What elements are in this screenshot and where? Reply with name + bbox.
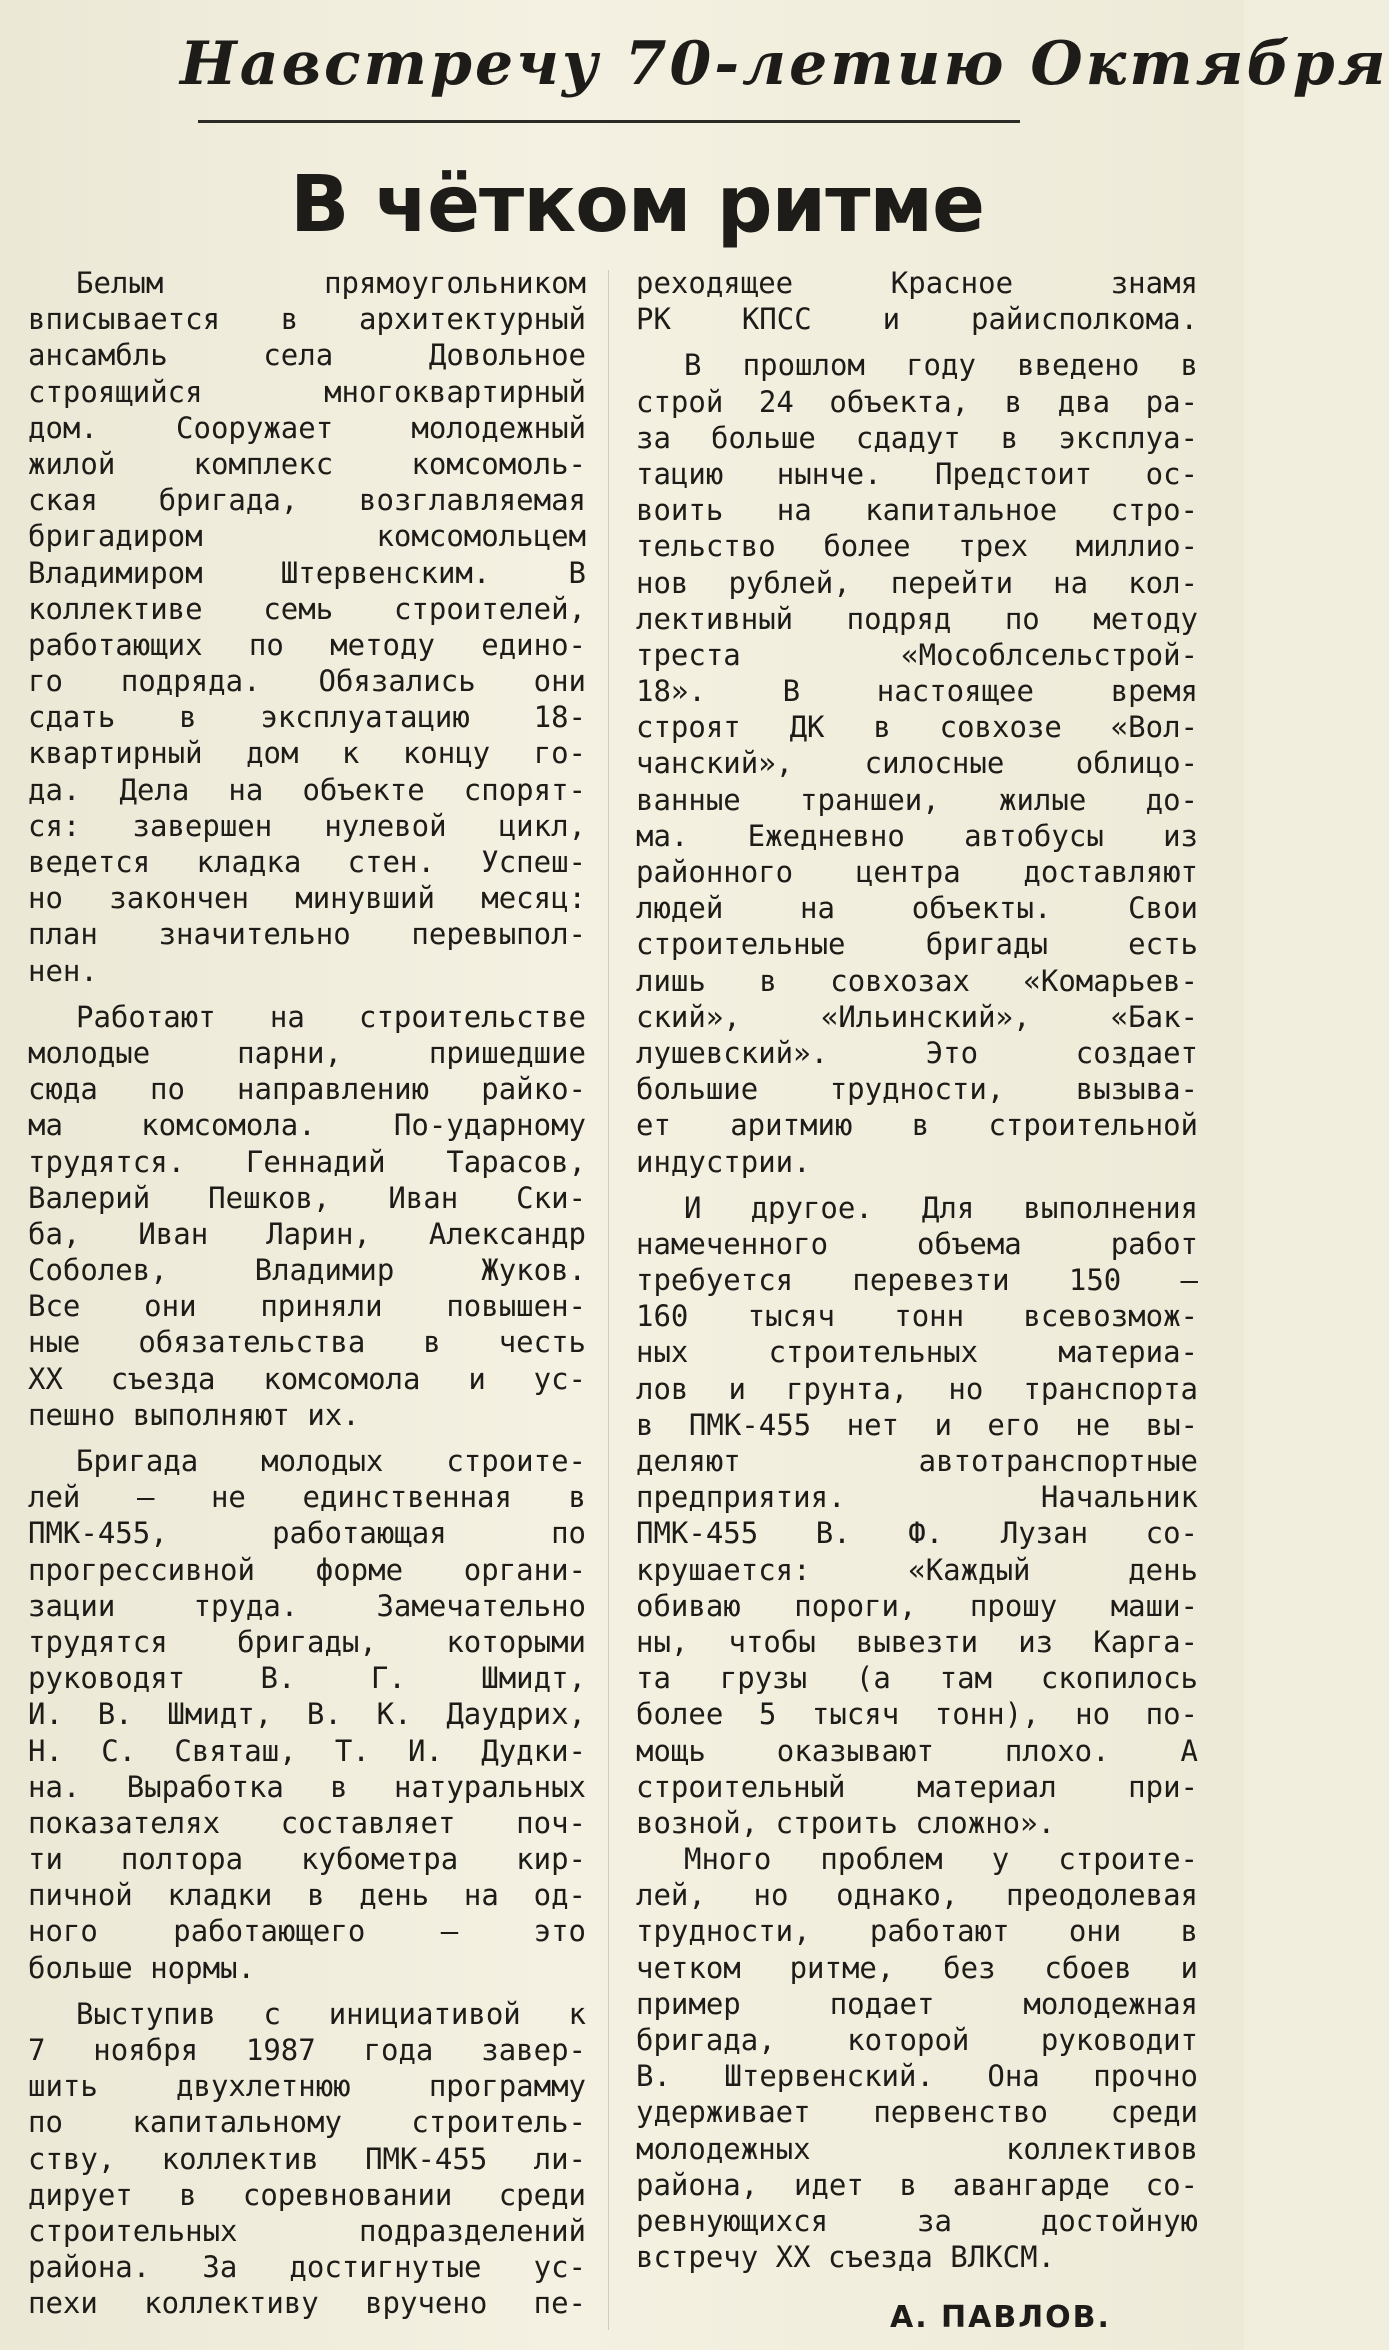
article-headline: В чётком ритме xyxy=(290,160,985,250)
text-line: ревнующихся за достойную xyxy=(636,2203,1198,2238)
column-divider xyxy=(608,270,609,2330)
text-line: та грузы (а там скопилось xyxy=(636,1661,1198,1696)
text-line: района, идет в авангарде со- xyxy=(636,2167,1198,2202)
text-line: ПМК-455, работающая по xyxy=(28,1516,586,1551)
text-line: большие трудности, вызыва- xyxy=(636,1072,1198,1107)
text-line: Н. С. Святаш, Т. И. Дудки- xyxy=(28,1733,586,1768)
text-line: Белым прямоугольником xyxy=(76,266,586,300)
text-line: дирует в соревновании среди xyxy=(28,2177,586,2212)
text-line: лов и грунта, но транспорта xyxy=(636,1371,1198,1406)
text-line: по капитальному строитель- xyxy=(28,2105,586,2140)
text-line: бригадиром комсомольцем xyxy=(28,519,586,554)
text-line: работающих по методу едино- xyxy=(28,627,586,662)
text-line: ведется кладка стен. Успеш- xyxy=(28,845,586,879)
text-line: воить на капитальное стро- xyxy=(636,493,1198,528)
text-line: деляют автотранспортные xyxy=(636,1444,1198,1478)
text-line: дом. Сооружает молодежный xyxy=(28,410,586,445)
text-line: строй 24 объекта, в два ра- xyxy=(636,384,1198,419)
paragraph xyxy=(28,265,586,989)
text-line: лушевский». Это создает xyxy=(636,1035,1198,1070)
text-line: намеченного объема работ xyxy=(636,1226,1198,1261)
text-line: больше нормы. xyxy=(28,1950,255,1985)
text-line: трудности, работают они в xyxy=(636,1914,1198,1949)
text-line: го подряда. Обязались они xyxy=(28,664,586,699)
text-line: мощь оказывают плохо. А xyxy=(636,1733,1198,1768)
text-line: ного работающего — это xyxy=(28,1914,586,1949)
text-line: чанский», силосные облицо- xyxy=(636,746,1198,781)
text-line: руководят В. Г. Шмидт, xyxy=(28,1661,586,1696)
text-line: В. Штервенский. Она прочно xyxy=(636,2059,1198,2094)
paragraph xyxy=(28,1996,586,2322)
text-line: ба, Иван Ларин, Александр xyxy=(28,1216,586,1251)
text-line: района. За достигнутые ус- xyxy=(28,2250,586,2285)
text-line: нен. xyxy=(28,953,98,988)
text-line: трудятся бригады, которыми xyxy=(28,1624,586,1659)
text-line: сюда по направлению райко- xyxy=(28,1072,586,1107)
text-line: сдать в эксплуатацию 18- xyxy=(28,700,586,735)
text-line: обиваю пороги, прошу маши- xyxy=(636,1588,1198,1623)
text-line: возной, строить сложно». xyxy=(636,1805,1056,1840)
text-line: строят ДК в совхозе «Вол- xyxy=(636,710,1198,745)
text-line: Бригада молодых строите- xyxy=(76,1444,586,1478)
text-line: ский», «Ильинский», «Бак- xyxy=(636,999,1198,1034)
text-line: В прошлом году введено в xyxy=(684,348,1198,383)
text-line: требуется перевезти 150 — xyxy=(636,1263,1198,1298)
text-line: 18». В настоящее время xyxy=(636,674,1198,709)
text-line: строящийся многоквартирный xyxy=(28,374,586,409)
text-line: вписывается в архитектурный xyxy=(28,302,586,337)
text-line: показателях составляет поч- xyxy=(28,1805,586,1840)
text-line: 7 ноября 1987 года завер- xyxy=(28,2033,586,2067)
text-line: ансамбль села Довольное xyxy=(28,338,586,373)
text-line: удерживает первенство среди xyxy=(636,2095,1198,2130)
text-line: районного центра доставляют xyxy=(636,855,1198,889)
text-line: пехи коллективу вручено пе- xyxy=(28,2286,586,2321)
rubric-underline xyxy=(198,120,1020,123)
text-line: Соболев, Владимир Жуков. xyxy=(28,1253,586,1288)
text-line: да. Дела на объекте спорят- xyxy=(28,772,586,807)
text-line: строительные бригады есть xyxy=(636,927,1198,962)
text-line: молодежных коллективов xyxy=(636,2131,1198,2166)
article-column-right xyxy=(636,265,1198,2275)
text-line: строительных подразделений xyxy=(28,2213,586,2248)
text-line: ству, коллектив ПМК-455 ли- xyxy=(28,2141,586,2176)
text-line: трудятся. Геннадий Тарасов, xyxy=(28,1144,586,1179)
text-line: строительный материал при- xyxy=(636,1769,1198,1804)
text-line: тельство более трех миллио- xyxy=(636,529,1198,564)
text-line: более 5 тысяч тонн), но по- xyxy=(636,1697,1198,1732)
text-line: ет аритмию в строительной xyxy=(636,1108,1198,1143)
text-line: лишь в совхозах «Комарьев- xyxy=(636,963,1198,998)
text-line: ПМК-455 В. Ф. Лузан со- xyxy=(636,1516,1198,1551)
text-line: ных строительных материа- xyxy=(636,1335,1198,1370)
text-line: Владимиром Штервенским. В xyxy=(28,555,586,590)
text-line: людей на объекты. Свои xyxy=(636,891,1198,926)
paragraph xyxy=(28,1443,586,1986)
text-line: лективный подряд по методу xyxy=(636,601,1198,636)
text-line: ма. Ежедневно автобусы из xyxy=(636,818,1198,853)
text-line: коллективе семь строителей, xyxy=(28,591,586,626)
text-line: ся: завершен нулевой цикл, xyxy=(28,808,586,843)
paragraph xyxy=(636,265,1198,337)
rubric-heading: Навстречу 70-летию Октября xyxy=(180,29,1389,99)
text-line: ны, чтобы вывезти из Карга- xyxy=(636,1624,1198,1659)
text-line: Работают на строительстве xyxy=(76,999,586,1034)
text-line: в ПМК-455 нет и его не вы- xyxy=(636,1407,1198,1442)
text-line: ти полтора кубометра кир- xyxy=(28,1842,586,1877)
text-line: И. В. Шмидт, В. К. Даудрих, xyxy=(28,1697,586,1732)
text-line: Все они приняли повышен- xyxy=(28,1289,586,1324)
text-line: Валерий Пешков, Иван Ски- xyxy=(28,1180,586,1215)
article-column-left xyxy=(28,265,586,2322)
text-line: прогрессивной форме органи- xyxy=(28,1552,586,1587)
text-line: 160 тысяч тонн всевозмож- xyxy=(636,1299,1198,1334)
text-line: Много проблем у строите- xyxy=(684,1842,1198,1877)
text-line: ская бригада, возглавляемая xyxy=(28,483,586,518)
paragraph xyxy=(636,1841,1198,2275)
text-line: встречу XX съезда ВЛКСМ. xyxy=(636,2240,1056,2275)
text-line: РК КПСС и райисполкома. xyxy=(636,302,1198,337)
paragraph xyxy=(636,347,1198,1179)
text-line: план значительно перевыпол- xyxy=(28,917,586,952)
text-line: за больше сдадут в эксплуа- xyxy=(636,420,1198,455)
text-line: молодые парни, пришедшие xyxy=(28,1035,586,1070)
text-line: XX съезда комсомола и ус- xyxy=(28,1361,586,1396)
text-line: лей, но однако, преодолевая xyxy=(636,1878,1198,1913)
text-line: но закончен минувший месяц: xyxy=(28,881,586,916)
text-line: четком ритме, без сбоев и xyxy=(636,1950,1198,1985)
text-line: лей — не единственная в xyxy=(28,1480,586,1515)
text-line: И другое. Для выполнения xyxy=(684,1190,1198,1225)
text-line: шить двухлетнюю программу xyxy=(28,2069,586,2104)
text-line: ма комсомола. По-ударному xyxy=(28,1108,586,1143)
text-line: крушается: «Каждый день xyxy=(636,1552,1198,1587)
text-line: жилой комплекс комсомоль- xyxy=(28,446,586,481)
text-line: зации труда. Замечательно xyxy=(28,1588,586,1623)
paragraph xyxy=(28,999,586,1433)
text-line: реходящее Красное знамя xyxy=(636,266,1198,300)
text-line: пешно выполняют их. xyxy=(28,1397,360,1432)
text-line: Выступив с инициативой к xyxy=(76,1996,586,2031)
text-line: ванные траншеи, жилые до- xyxy=(636,782,1198,817)
text-line: квартирный дом к концу го- xyxy=(28,736,586,771)
author-signature: А. ПАВЛОВ. xyxy=(890,2300,1111,2335)
text-line: пичной кладки в день на од- xyxy=(28,1878,586,1913)
text-line: на. Выработка в натуральных xyxy=(28,1769,586,1804)
text-line: тацию нынче. Предстоит ос- xyxy=(636,456,1198,491)
text-line: бригада, которой руководит xyxy=(636,2023,1198,2057)
text-line: индустрии. xyxy=(636,1144,811,1179)
text-line: предприятия. Начальник xyxy=(636,1480,1198,1515)
text-line: треста «Мособлсельстрой- xyxy=(636,637,1198,672)
text-line: пример подает молодежная xyxy=(636,1986,1198,2021)
text-line: нов рублей, перейти на кол- xyxy=(636,565,1198,600)
text-line: ные обязательства в честь xyxy=(28,1325,586,1360)
paragraph xyxy=(636,1190,1198,1841)
